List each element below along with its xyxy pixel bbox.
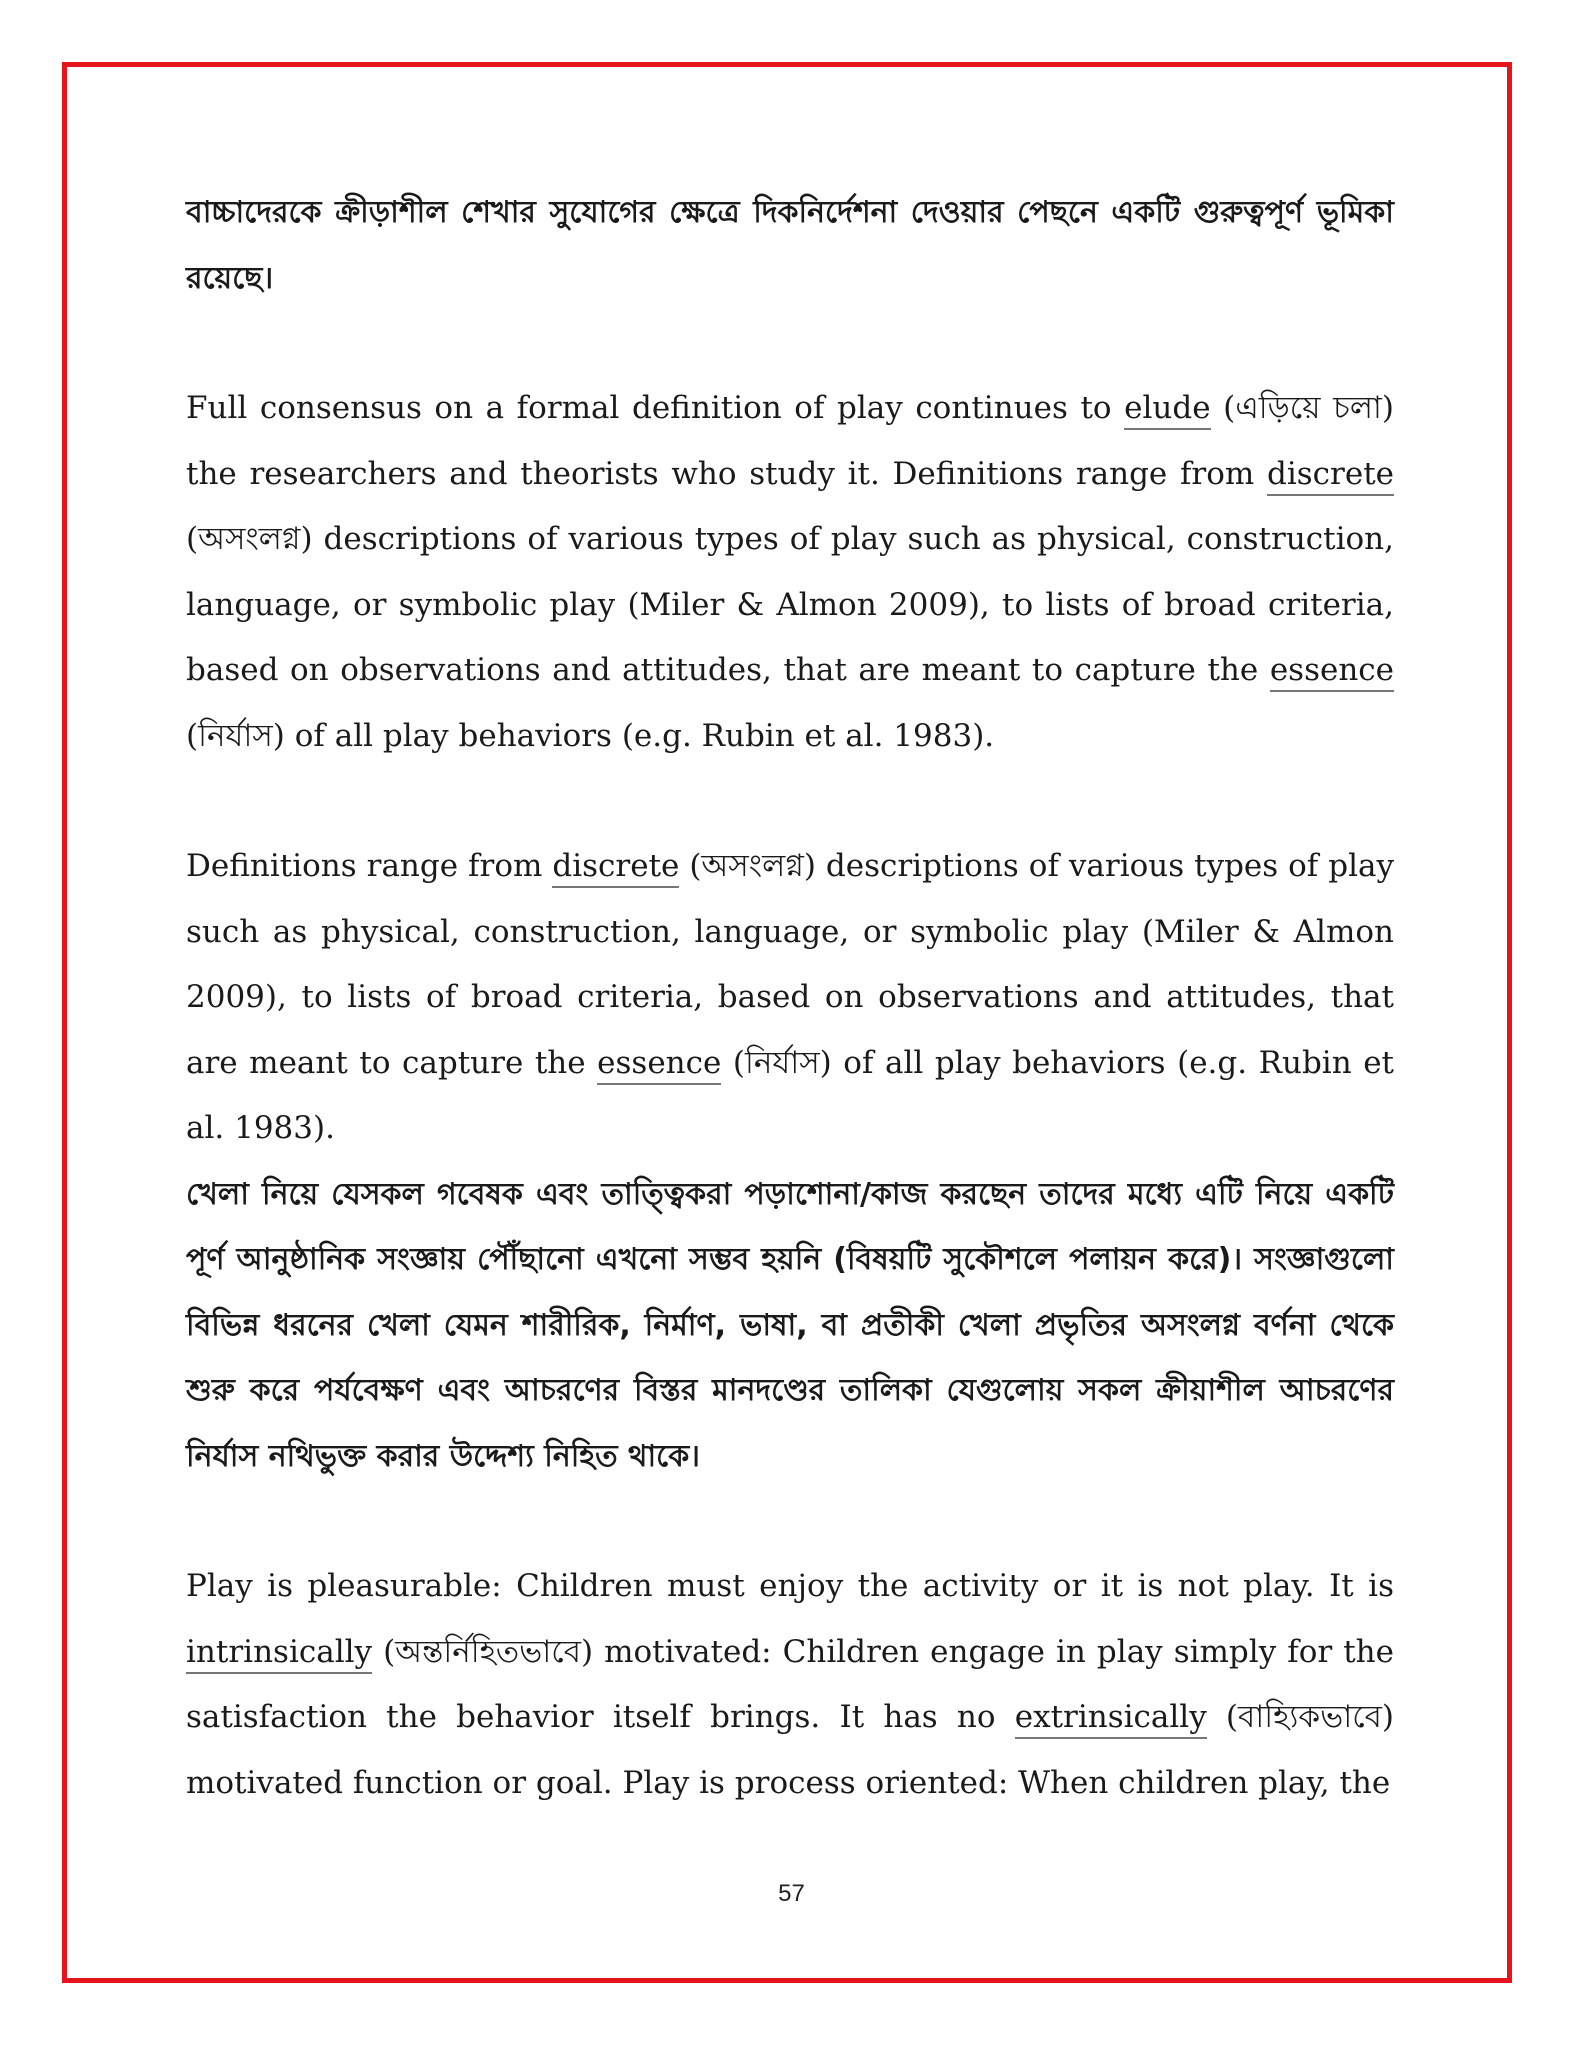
term-discrete: discrete (552, 848, 679, 888)
text-segment: Play is pleasurable: Children must enjoy the activity or it is not play. It is (186, 1568, 1394, 1604)
text-segment: (নির্যাস) of all play behaviors (e.g. Rubin et al. 1983). (186, 717, 995, 754)
term-intrinsically: intrinsically (186, 1634, 372, 1674)
text-segment: (এড়িয়ে চলা) the researchers and theorists who study it. Definitions range from (186, 390, 1395, 492)
term-discrete: discrete (1267, 456, 1394, 496)
text-segment: Full consensus on a formal definition of play continues to (186, 390, 1125, 426)
paragraph-definitions (186, 834, 1394, 1162)
term-essence: essence (1270, 652, 1394, 692)
term-elude: elude (1124, 390, 1210, 430)
document-body (186, 180, 1394, 1816)
paragraph-bengali-intro: বাচ্চাদেরকে ক্রীড়াশীল শেখার সুযোগের ক্ষেত্রে দিকনির্দেশনা দেওয়ার পেছনে একটি গুরুত্বপূর্ণ ভূমিকা রয়েছে। (186, 195, 1394, 296)
text-segment: Definitions range from (186, 848, 553, 884)
text-segment: (বাহ্যিকভাবে) motivated function or goal. Play is process oriented: When children play, the (186, 1699, 1394, 1801)
paragraph-consensus (186, 376, 1394, 769)
term-essence: essence (597, 1045, 721, 1085)
text-segment: (অসংলগ্ন) descriptions of various types of play such as physical, construction, language, or symbolic play (Miler & Almon 2009), to lists of broad criteria, based on observations and attitudes, that are meant to capture the (186, 848, 1395, 1081)
text-segment: (অন্তর্নিহিতভাবে) motivated: Children engage in play simply for the satisfaction the behavior itself brings. It has no (186, 1633, 1394, 1735)
paragraph-bengali-translation: খেলা নিয়ে যেসকল গবেষক এবং তাত্ত্বিকরা পড়াশোনা/কাজ করছেন তাদের মধ্যে এটি নিয়ে একটি পূর্ণ আনুষ্ঠানিক সংজ্ঞায় পৌঁছানো এখনো সম্ভব হয়নি (বিষয়টি সুকৌশলে পলায়ন করে)। সংজ্ঞাগুলো বিভিন্ন ধরনের খেলা যেমন শারীরিক, নির্মাণ, ভাষা, বা প্রতীকী খেলা প্রভৃতির অসংলগ্ন বর্ণনা থেকে শুরু করে পর্যবেক্ষণ এবং আচরণের বিস্তর মানদণ্ডের তালিকা যেগুলোয় সকল ক্রীয়াশীল আচরণের নির্যাস নথিভুক্ত করার উদ্দেশ্য নিহিত থাকে। (186, 1176, 1394, 1474)
text-segment: (অসংলগ্ন) descriptions of various types of play such as physical, construction, language, or symbolic play (Miler & Almon 2009), to lists of broad criteria, based on observations and attitudes, that are meant to capture the (186, 521, 1394, 688)
page-number: 57 (778, 1880, 805, 1907)
text-segment: (নির্যাস) of all play behaviors (e.g. Rubin et al. 1983). (186, 1044, 1395, 1146)
paragraph-play-pleasurable (186, 1554, 1394, 1816)
term-extrinsically: extrinsically (1015, 1699, 1207, 1739)
